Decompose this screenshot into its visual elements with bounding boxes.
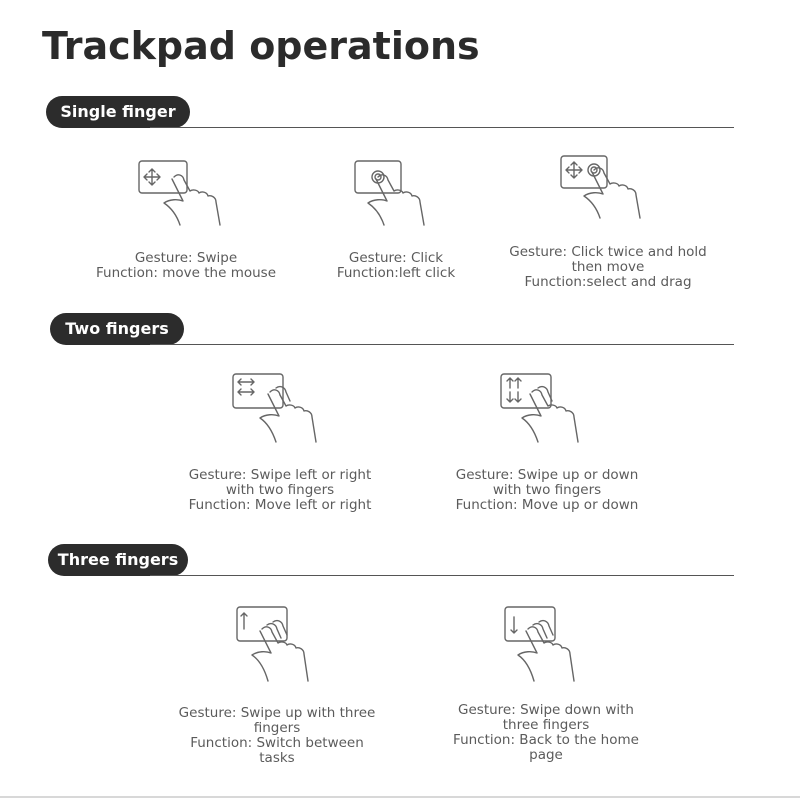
gesture-description-swipe: Gesture: Swipe Function: move the mouse [95,250,276,281]
page-title: Trackpad operations [42,24,480,68]
section-divider [150,127,734,128]
gesture-description-swipe-down-three: Gesture: Swipe down with three fingers Function: Back to the home page [453,702,639,763]
three-finger-swipe-down-icon [502,603,602,693]
gesture-description-swipe-up-three: Gesture: Swipe up with three fingers Function: Switch between tasks [178,705,376,766]
double-click-hold-icon [558,150,658,230]
gesture-description-vertical-swipe: Gesture: Swipe up or down with two fingers Function: Move up or down [455,467,639,513]
section-divider [150,344,734,345]
section-label-pill: Single finger [46,96,190,128]
three-finger-swipe-up-icon [234,603,334,693]
two-finger-vertical-swipe-icon [498,370,598,455]
swipe-single-finger-icon [136,155,236,235]
section-header-three-fingers [0,544,800,578]
bottom-divider [0,796,800,798]
two-finger-horizontal-swipe-icon [230,370,330,455]
section-divider [150,575,734,576]
gesture-description-horizontal-swipe: Gesture: Swipe left or right with two fingers Function: Move left or right [188,467,372,513]
click-single-finger-icon [352,155,452,235]
section-label-pill: Three fingers [48,544,188,576]
gesture-description-double-click: Gesture: Click twice and hold then move Function:select and drag [509,244,707,290]
section-label-pill: Two fingers [50,313,184,345]
section-header-two-fingers [0,313,800,347]
section-header-single-finger [0,96,800,130]
gesture-description-click: Gesture: Click Function:left click [336,250,456,281]
